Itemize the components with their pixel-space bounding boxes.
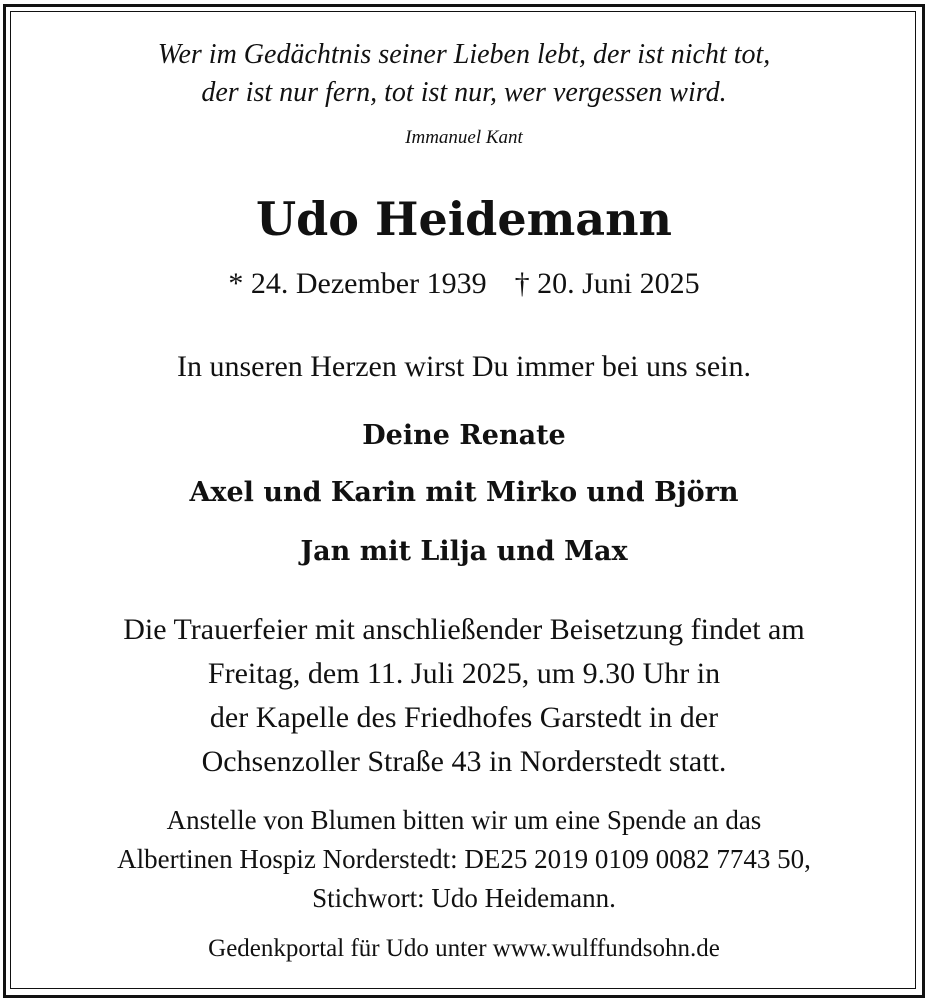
mourner-line-2: Axel und Karin mit Mirko und Björn xyxy=(189,477,739,508)
quote-author: Immanuel Kant xyxy=(405,127,523,148)
quote-line-1: Wer im Gedächtnis seiner Lieben lebt, der ist nicht tot, xyxy=(157,39,771,70)
life-dates xyxy=(0,266,928,302)
ceremony-line-1: Die Trauerfeier mit anschließender Beisetzung findet am xyxy=(123,613,805,646)
mourner-line-1: Deine Renate xyxy=(362,420,566,451)
ceremony-line-2: Freitag, dem 11. Juli 2025, um 9.30 Uhr in xyxy=(207,657,721,690)
ceremony-line-4: Ochsenzoller Straße 43 in Norderstedt statt. xyxy=(201,745,727,778)
donation-line-1: Anstelle von Blumen bitten wir um eine Spende an das xyxy=(166,805,762,835)
donation-line-3: Stichwort: Udo Heidemann. xyxy=(312,883,616,913)
deceased-name: Udo Heidemann xyxy=(256,192,672,246)
ceremony-line-3: der Kapelle des Friedhofes Garstedt in der xyxy=(209,701,719,734)
message: In unseren Herzen wirst Du immer bei uns sein. xyxy=(176,350,751,383)
birth-date: * 24. Dezember 1939 xyxy=(228,267,487,300)
donation-line-2: Albertinen Hospiz Norderstedt: DE25 2019 0109 0082 7743 50, xyxy=(117,844,811,874)
quote-line-2: der ist nur fern, tot ist nur, wer vergessen wird. xyxy=(201,77,727,108)
death-date: † 20. Juni 2025 xyxy=(514,267,700,300)
mourner-line-3: Jan mit Lilja und Max xyxy=(300,536,628,567)
memorial-portal-text: Gedenkportal für Udo unter www.wulffundsohn.de xyxy=(208,935,720,962)
